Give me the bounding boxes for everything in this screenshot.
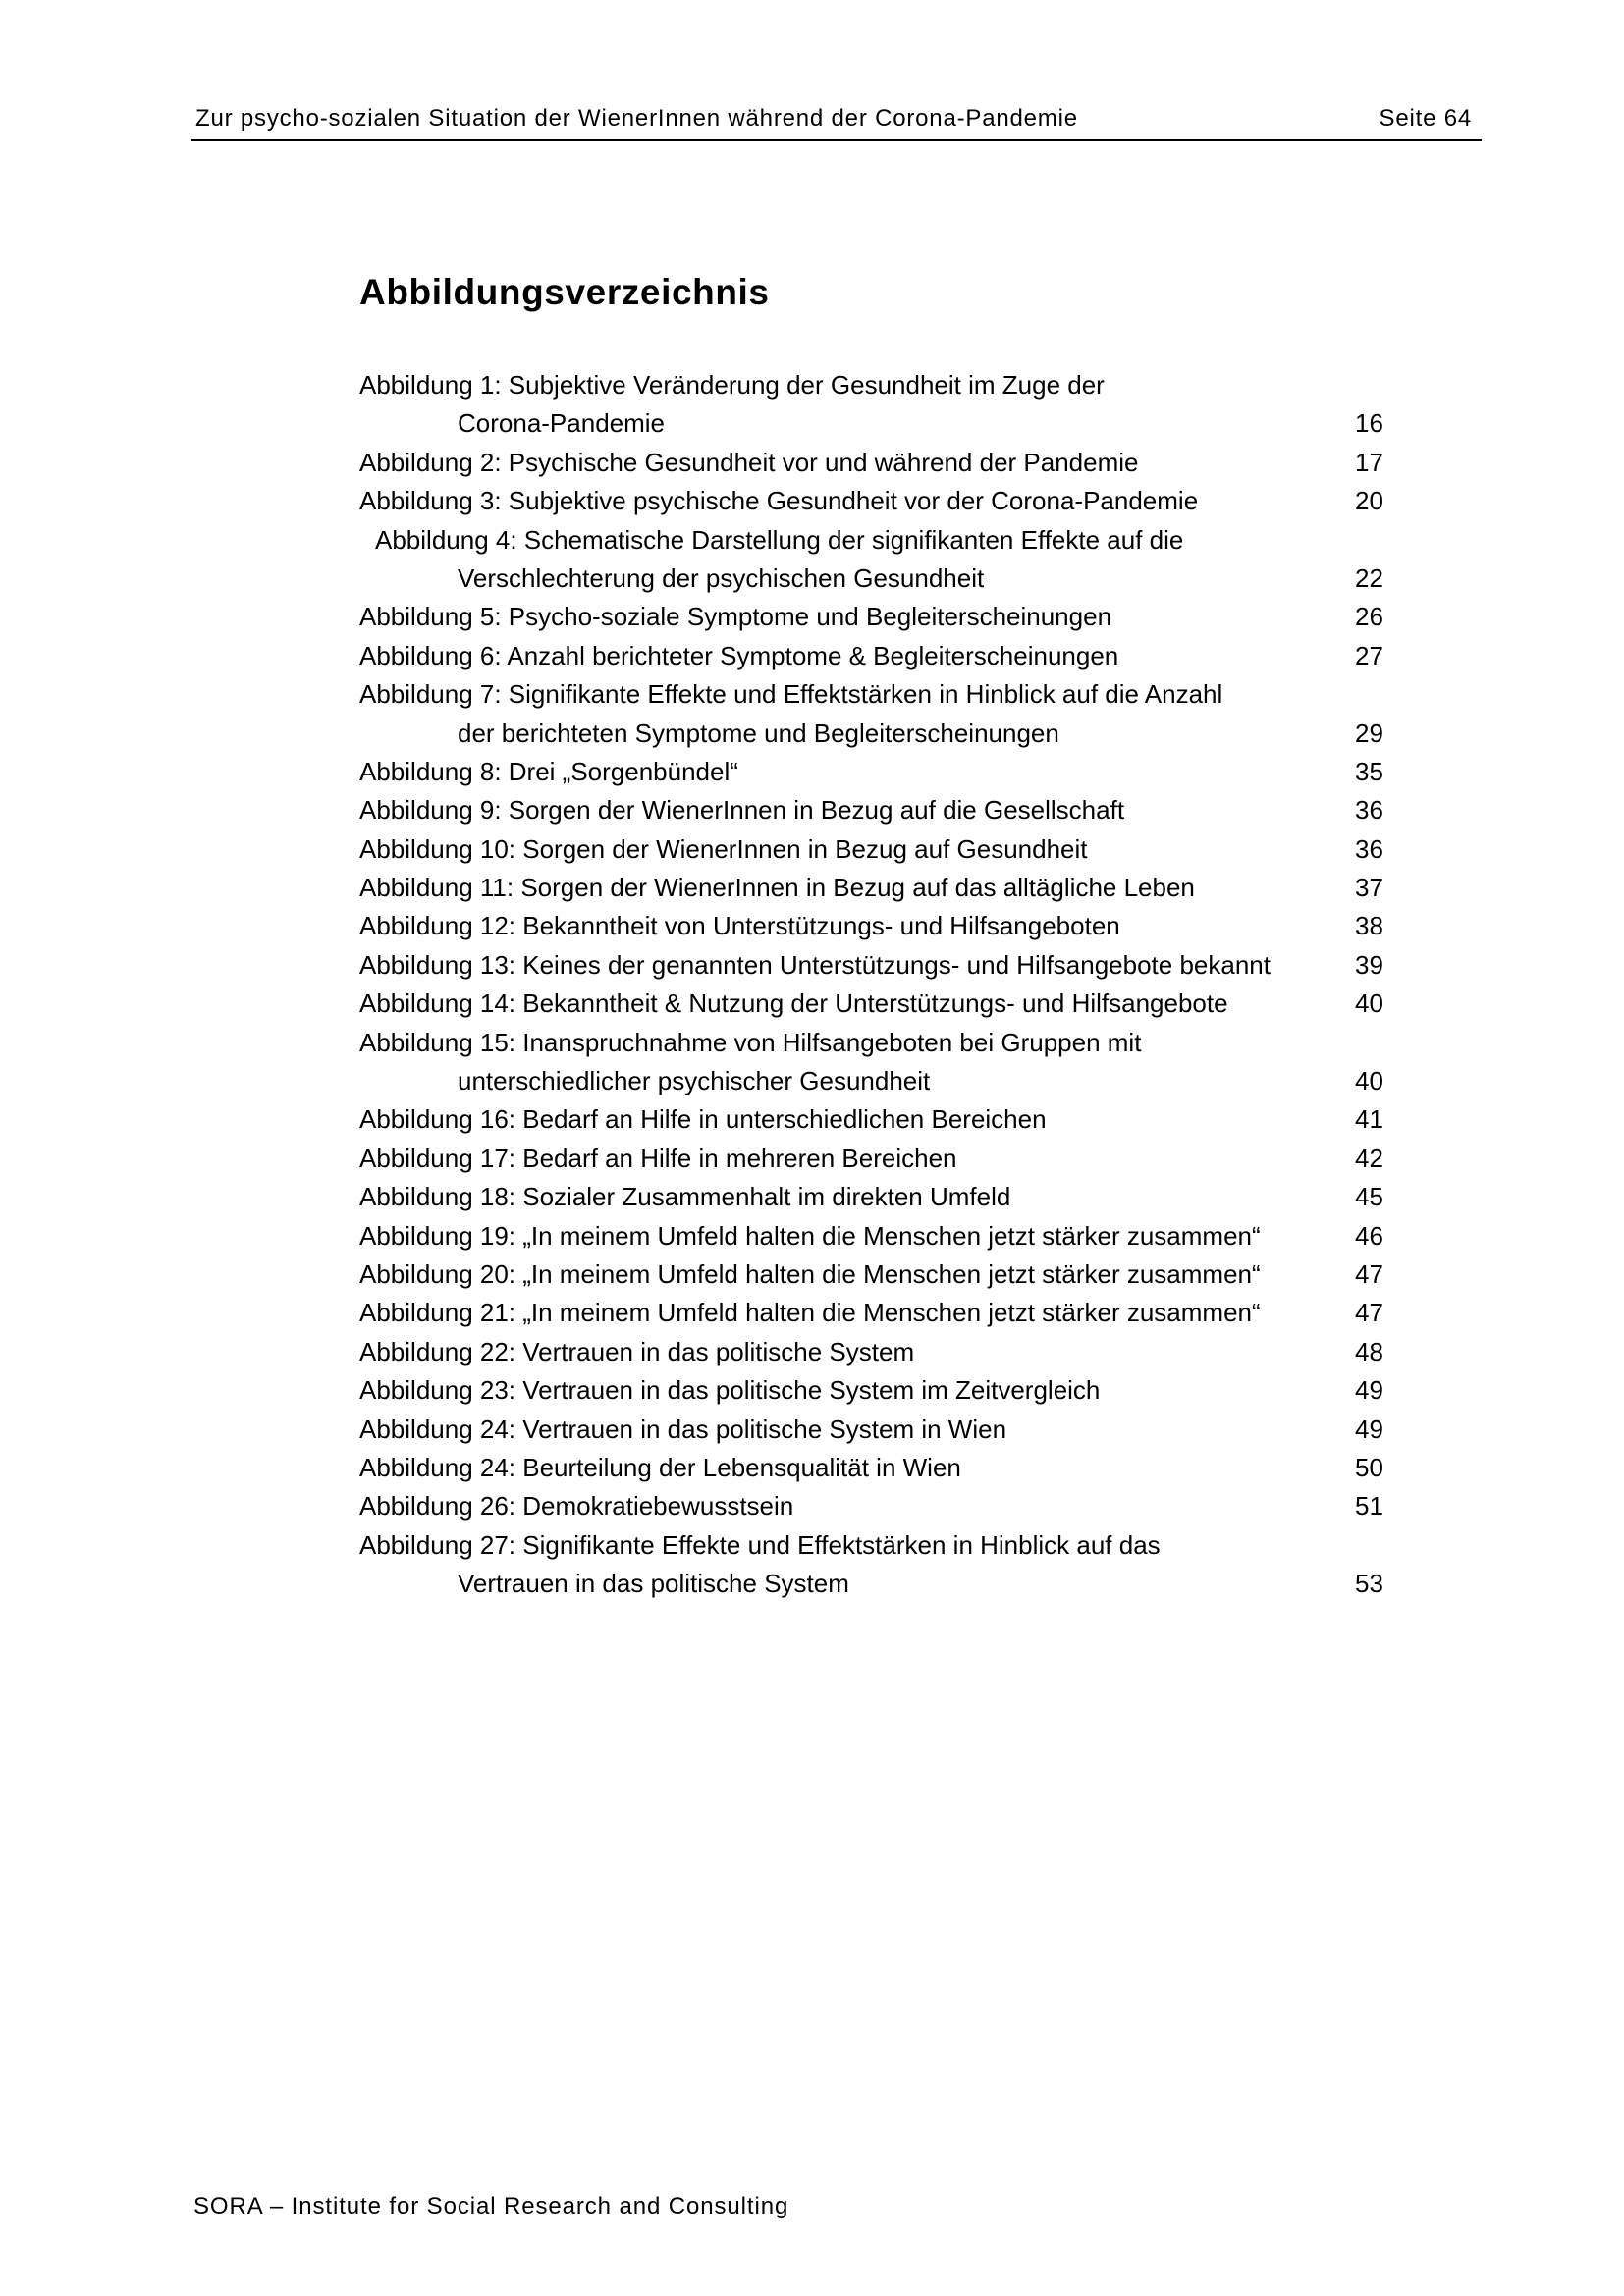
header-page-number: Seite 64 [1379,105,1472,132]
figure-entry-title: Abbildung 11: Sorgen der WienerInnen in Bezug auf das alltägliche Leben [359,873,1195,903]
figure-entry-title-continued: Corona-Pandemie [458,408,666,439]
figure-entry-page-number: 47 [1355,1298,1383,1328]
figure-entry-page-number: 51 [1355,1491,1383,1522]
figure-entry [359,1140,1390,1178]
figure-entry [359,869,1390,907]
figure-entry-page-number: 41 [1355,1104,1383,1135]
figure-entry-title: Abbildung 12: Bekanntheit von Unterstützungs- und Hilfsangeboten [359,911,1120,941]
figure-entry-page-number: 40 [1355,1066,1383,1096]
figure-entry [359,521,1390,599]
figure-entry-title: Abbildung 23: Vertrauen in das politische System im Zeitvergleich [359,1375,1101,1406]
figure-entry-title: Abbildung 16: Bedarf an Hilfe in unterschiedlichen Bereichen [359,1104,1047,1135]
section-heading: Abbildungsverzeichnis [359,272,770,312]
figure-entry-title: Abbildung 24: Vertrauen in das politische System in Wien [359,1414,1007,1444]
figure-entry [359,1024,1390,1101]
figure-list [359,366,1390,1604]
figure-entry-page-number: 35 [1355,756,1383,786]
figure-entry-title: Abbildung 5: Psycho-soziale Symptome und Begleiterscheinungen [359,602,1112,632]
figure-entry [359,1487,1390,1525]
figure-entry [359,1449,1390,1487]
figure-entry-title: Abbildung 26: Demokratiebewusstsein [359,1491,794,1522]
figure-entry [359,1217,1390,1255]
figure-entry-title: Abbildung 17: Bedarf an Hilfe in mehreren Bereichen [359,1143,957,1173]
figure-entry-page-number: 49 [1355,1414,1383,1444]
figure-entry-page-number: 26 [1355,602,1383,632]
figure-entry [359,482,1390,520]
figure-entry [359,444,1390,482]
figure-entry-title: Abbildung 14: Bekanntheit & Nutzung der Unterstützungs- und Hilfsangebote [359,988,1228,1019]
figure-entry-title: Abbildung 8: Drei „Sorgenbündel“ [359,756,738,786]
figure-entry-page-number: 27 [1355,640,1383,670]
figure-entry-title: Abbildung 27: Signifikante Effekte und Effektstärken in Hinblick auf das [359,1529,1161,1560]
figure-entry-page-number: 45 [1355,1182,1383,1212]
figure-entry-page-number: 46 [1355,1220,1383,1251]
figure-entry-title: Abbildung 2: Psychische Gesundheit vor und während der Pandemie [359,447,1139,477]
figure-entry [359,1255,1390,1294]
figure-entry-page-number: 47 [1355,1258,1383,1289]
header-title: Zur psycho-sozialen Situation der WienerInnen während der Corona-Pandemie [195,105,1078,132]
figure-entry [359,1178,1390,1216]
figure-entry [359,1526,1390,1604]
figure-entry-title: Abbildung 24: Beurteilung der Lebensqualität in Wien [359,1452,961,1482]
figure-entry [359,1333,1390,1371]
figure-entry-page-number: 22 [1355,562,1383,593]
figure-entry-page-number: 20 [1355,486,1383,516]
figure-entry-page-number: 16 [1355,408,1383,439]
figure-entry-page-number: 48 [1355,1336,1383,1366]
figure-entry-page-number: 38 [1355,911,1383,941]
figure-entry-page-number: 49 [1355,1375,1383,1406]
figure-entry [359,1100,1390,1139]
page-footer: SORA – Institute for Social Research and Consulting [193,2193,789,2219]
figure-entry [359,946,1390,985]
figure-entry [359,1371,1390,1410]
figure-entry-page-number: 29 [1355,718,1383,748]
figure-entry-title: Abbildung 22: Vertrauen in das politische System [359,1336,915,1366]
figure-entry-title: Abbildung 1: Subjektive Veränderung der Gesundheit im Zuge der [359,370,1105,400]
figure-entry-title: Abbildung 20: „In meinem Umfeld halten die Menschen jetzt stärker zusammen“ [359,1258,1261,1289]
figure-entry-title: Abbildung 6: Anzahl berichteter Symptome & Begleiterscheinungen [359,640,1119,670]
figure-entry-page-number: 36 [1355,833,1383,864]
figure-entry-title: Abbildung 19: „In meinem Umfeld halten die Menschen jetzt stärker zusammen“ [359,1220,1261,1251]
figure-entry-title: Abbildung 7: Signifikante Effekte und Effektstärken in Hinblick auf die Anzahl [359,679,1223,710]
figure-entry-page-number: 53 [1355,1569,1383,1599]
figure-entry-title: Abbildung 4: Schematische Darstellung der signifikanten Effekte auf die [375,524,1184,555]
figure-entry [359,637,1390,675]
figure-entry-page-number: 37 [1355,873,1383,903]
figure-entry-page-number: 50 [1355,1452,1383,1482]
figure-entry [359,675,1390,753]
figure-entry-title: Abbildung 13: Keines der genannten Unterstützungs- und Hilfsangebote bekannt [359,949,1271,980]
figure-entry [359,830,1390,869]
figure-entry [359,985,1390,1023]
figure-entry [359,366,1390,444]
figure-entry-title: Abbildung 15: Inanspruchnahme von Hilfsangeboten bei Gruppen mit [359,1027,1142,1057]
figure-entry [359,1294,1390,1332]
figure-entry-title-continued: unterschiedlicher psychischer Gesundheit [458,1066,931,1096]
figure-entry-page-number: 42 [1355,1143,1383,1173]
figure-entry-title-continued: Vertrauen in das politische System [458,1569,849,1599]
figure-entry-page-number: 36 [1355,795,1383,826]
figure-entry [359,598,1390,636]
figure-entry-title-continued: Verschlechterung der psychischen Gesundheit [458,562,985,593]
figure-entry [359,753,1390,791]
figure-entry-title-continued: der berichteten Symptome und Begleiterscheinungen [458,718,1059,748]
figure-entry [359,1411,1390,1449]
figure-entry [359,791,1390,829]
figure-entry [359,907,1390,945]
figure-entry-page-number: 17 [1355,447,1383,477]
figure-entry-title: Abbildung 10: Sorgen der WienerInnen in Bezug auf Gesundheit [359,833,1088,864]
figure-entry-page-number: 39 [1355,949,1383,980]
page-header [191,104,1482,141]
figure-entry-title: Abbildung 9: Sorgen der WienerInnen in Bezug auf die Gesellschaft [359,795,1125,826]
figure-entry-title: Abbildung 21: „In meinem Umfeld halten die Menschen jetzt stärker zusammen“ [359,1298,1261,1328]
figure-entry-title: Abbildung 3: Subjektive psychische Gesundheit vor der Corona-Pandemie [359,486,1199,516]
figure-entry-title: Abbildung 18: Sozialer Zusammenhalt im direkten Umfeld [359,1182,1011,1212]
figure-entry-page-number: 40 [1355,988,1383,1019]
